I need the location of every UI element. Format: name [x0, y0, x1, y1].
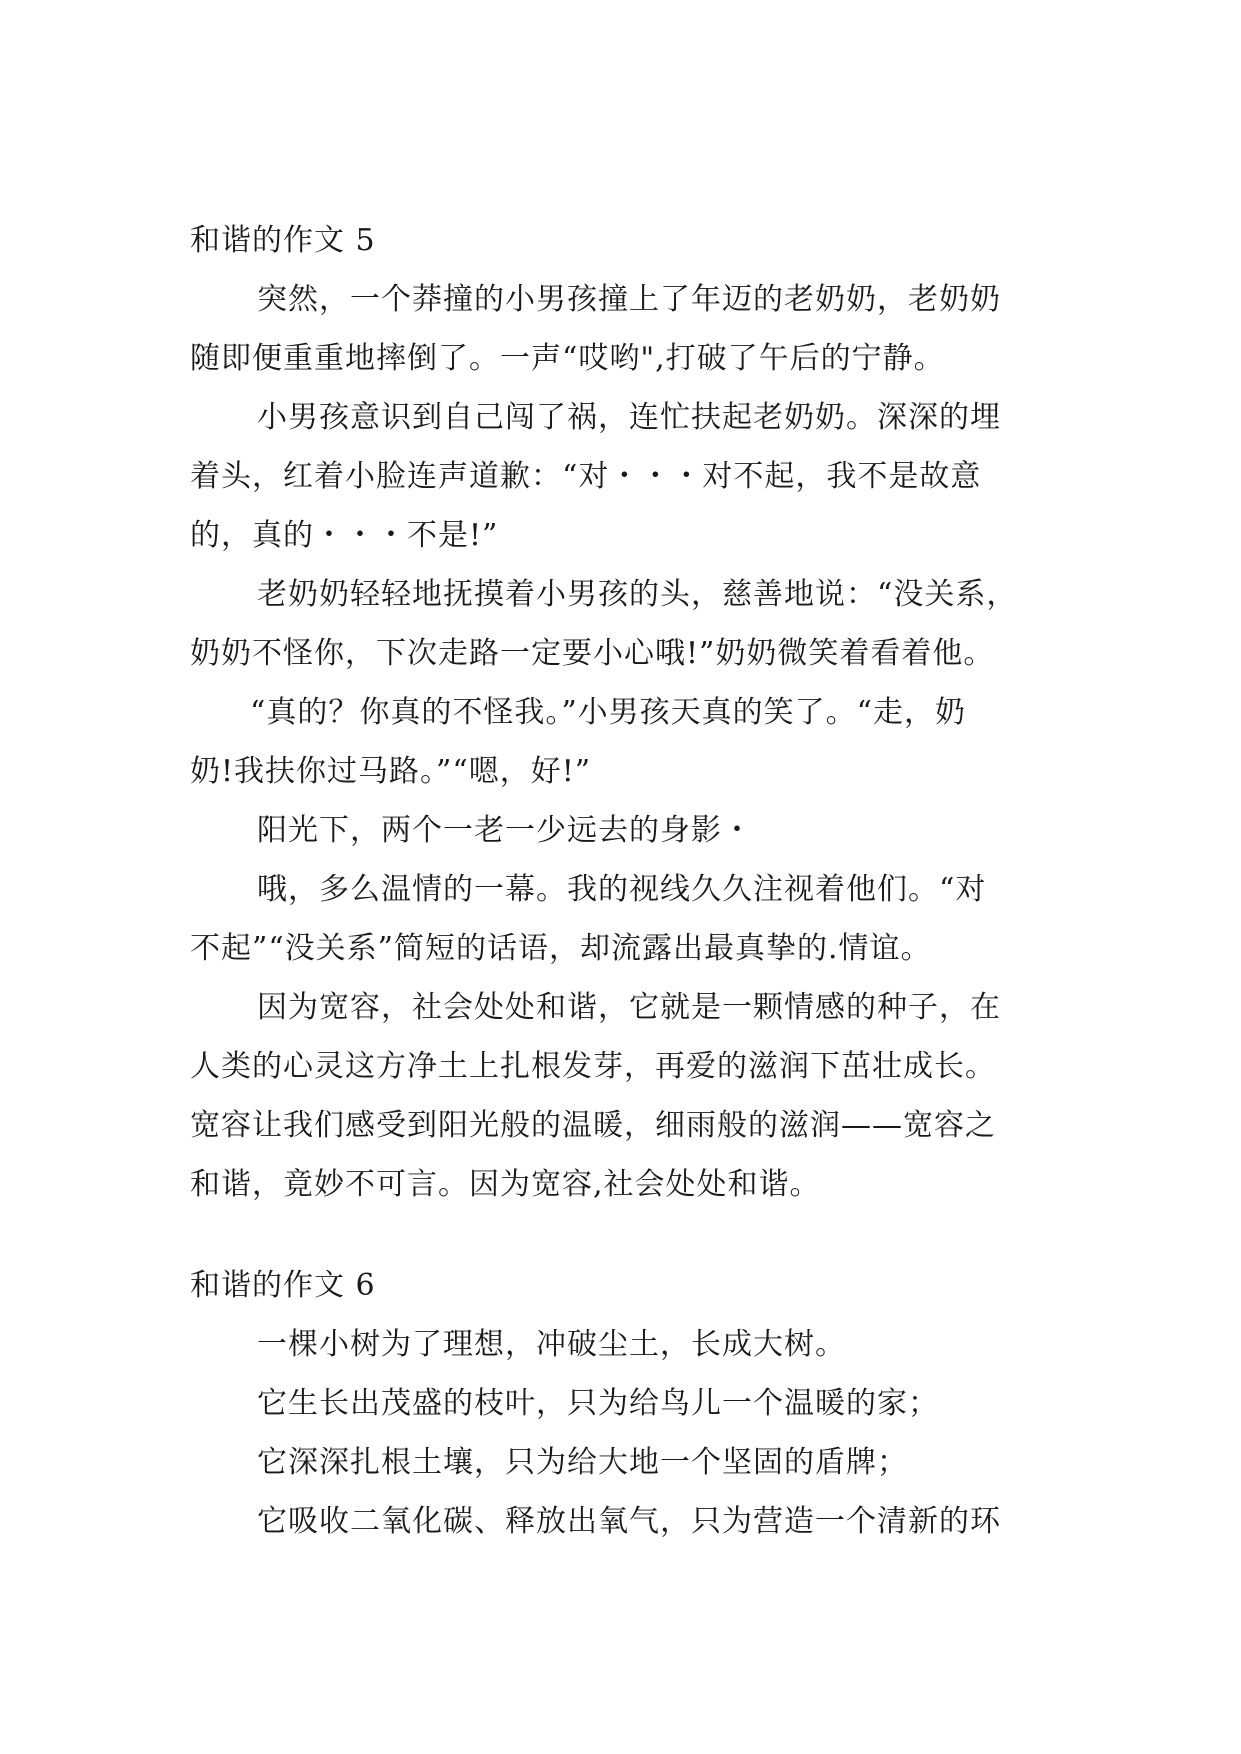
paragraph-line: 突然，一个莽撞的小男孩撞上了年迈的老奶奶，老奶奶 [257, 282, 1001, 317]
paragraph-line: 和谐，竟妙不可言。因为宽容,社会处处和谐。 [190, 1167, 821, 1202]
paragraph-line: 一棵小树为了理想，冲破尘土，长成大树。 [257, 1327, 846, 1362]
paragraph-line: 的，真的・・・不是!” [190, 518, 499, 553]
paragraph-line: 着头，红着小脸连声道歉：“对・・・对不起，我不是故意 [190, 459, 982, 494]
paragraph-line: 宽容让我们感受到阳光般的温暖，细雨般的滋润——宽容之 [190, 1108, 996, 1143]
paragraph-line: 它吸收二氧化碳、释放出氧气，只为营造一个清新的环 [257, 1504, 1001, 1539]
paragraph-line: 奶!我扶你过马路。”“嗯，好!” [190, 754, 592, 789]
paragraph-line: 它深深扎根土壤，只为给大地一个坚固的盾牌； [257, 1445, 908, 1480]
paragraph-line: 哦，多么温情的一幕。我的视线久久注视着他们。“对 [257, 872, 987, 907]
paragraph-line: 老奶奶轻轻地抚摸着小男孩的头，慈善地说：“没关系， [257, 577, 1018, 612]
paragraph-line: 人类的心灵这方净土上扎根发芽，再爱的滋润下茁壮成长。 [190, 1049, 996, 1084]
paragraph-line: 不起”“没关系”简短的话语，却流露出最真挚的.情谊。 [190, 931, 932, 966]
paragraph-line: “真的？你真的不怪我。”小男孩天真的笑了。“走，奶 [250, 695, 967, 730]
paragraph-line: 小男孩意识到自己闯了祸，连忙扶起老奶奶。深深的埋 [257, 400, 1001, 435]
paragraph-line: 因为宽容，社会处处和谐，它就是一颗情感的种子，在 [257, 990, 1001, 1025]
section-heading: 和谐的作文 5 [190, 223, 376, 258]
section-heading: 和谐的作文 6 [190, 1268, 376, 1303]
paragraph-line: 阳光下，两个一老一少远去的身影・ [257, 813, 753, 848]
paragraph-line: 随即便重重地摔倒了。一声“哎哟",打破了午后的宁静。 [190, 341, 945, 376]
paragraph-line: 奶奶不怪你，下次走路一定要小心哦!”奶奶微笑着看着他。 [190, 636, 995, 671]
paragraph-line: 它生长出茂盛的枝叶，只为给鸟儿一个温暖的家； [257, 1386, 939, 1421]
